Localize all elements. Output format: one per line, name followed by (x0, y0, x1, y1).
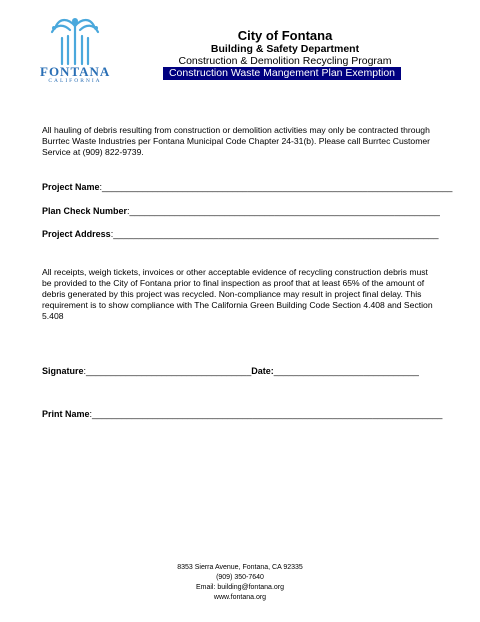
footer-email[interactable]: Email: building@fontana.org (195, 584, 285, 591)
date-label: Date: (251, 366, 274, 376)
plan-check-field[interactable] (42, 206, 440, 216)
signature-label: Signature (42, 366, 84, 376)
plan-check-line[interactable]: :______________________________________________________________ (127, 206, 440, 216)
plan-check-label: Plan Check Number (42, 206, 128, 216)
print-name-field[interactable] (42, 409, 442, 419)
print-name-label: Print Name (42, 409, 90, 419)
project-address-label: Project Address (42, 229, 111, 239)
project-name-line[interactable]: :______________________________________________________________________ (99, 182, 453, 192)
city-title: City of Fontana (237, 28, 333, 43)
footer-phone: (909) 350-7640 (216, 574, 264, 581)
signature-field[interactable] (42, 366, 419, 376)
project-name-label: Project Name (42, 182, 100, 192)
date-line[interactable]: _____________________________ (273, 366, 419, 376)
footer-address: 8353 Sierra Avenue, Fontana, CA 92335 (177, 564, 303, 571)
project-address-line[interactable]: :_________________________________________________________________ (110, 229, 439, 239)
signature-line[interactable]: :_________________________________ (83, 366, 252, 376)
print-name-line[interactable]: :______________________________________________________________________ (89, 409, 443, 419)
footer-website[interactable]: www.fontana.org (213, 594, 267, 601)
department-title: Building & Safety Department (210, 43, 360, 55)
project-name-field[interactable] (42, 182, 452, 192)
logo-wordmark: FONTANA (40, 64, 111, 79)
compliance-paragraph: All receipts, weigh tickets, invoices or other acceptable evidence of recycling construction debris must be provided to the City of Fontana prior to final inspection as proof that at least 65% of the amount of debris generated by this project was recycled. Non-compliance may result in project final delay. This requirement is to show compliance with The California Green Building Code Section 4.408 and Section 5.408 (42, 267, 433, 321)
form-title: Construction Waste Mangement Plan Exemption (163, 67, 401, 80)
logo-subtitle: CALIFORNIA (48, 78, 102, 84)
project-address-field[interactable] (42, 229, 439, 239)
intro-paragraph: All hauling of debris resulting from construction or demolition activities may only be contracted through Burrtec Waste Industries per Fontana Municipal Code Chapter 24-31(b). Please call Burrtec Customer Service at (909) 822-9739. (42, 125, 431, 157)
program-title: Construction & Demolition Recycling Program (178, 55, 392, 67)
